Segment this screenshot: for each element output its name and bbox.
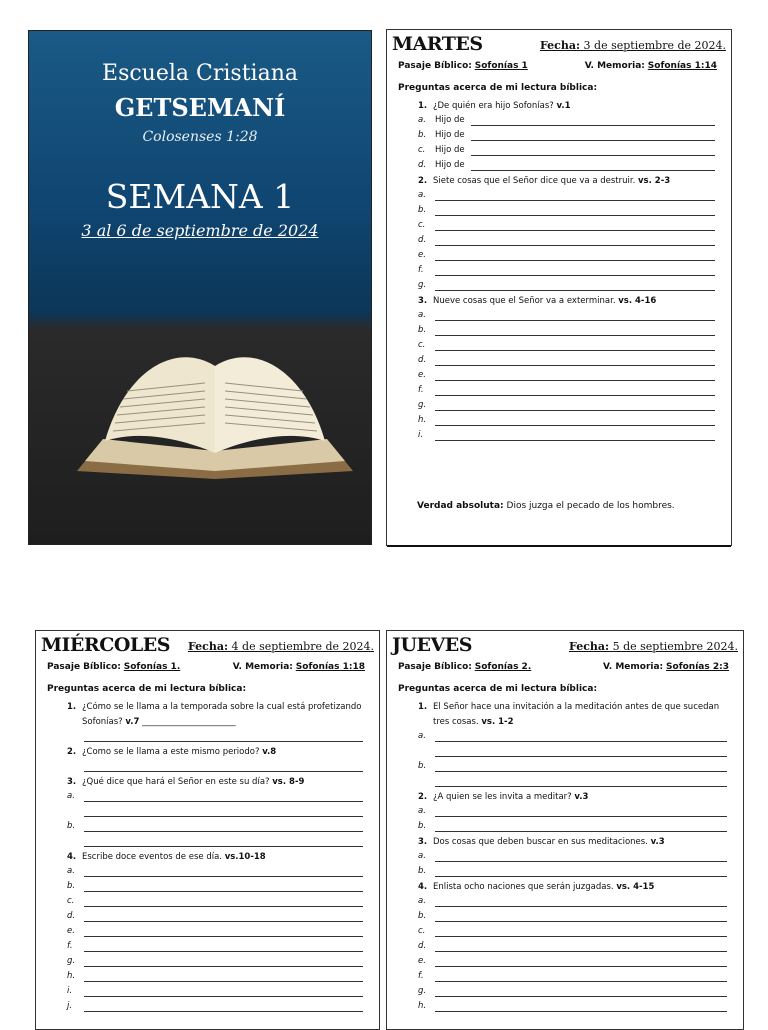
jueves-day-title: JUEVES xyxy=(392,634,472,656)
answer-letter: a. xyxy=(418,806,426,816)
jueves-memoria-label: V. Memoria: xyxy=(602,662,664,672)
question-number: 3. xyxy=(67,777,77,787)
answer-line[interactable] xyxy=(387,745,743,760)
cover-week: SEMANA 1 xyxy=(105,177,295,216)
answer-line[interactable] xyxy=(387,339,731,354)
question-text: ¿Qué dice que hará el Señor en este su día? xyxy=(82,777,270,787)
martes-date-label: Fecha: xyxy=(539,39,581,52)
jueves-date-label: Fecha: xyxy=(568,640,610,653)
answer-line[interactable] xyxy=(387,805,743,820)
jueves-date xyxy=(569,640,738,653)
answer-letter: b. xyxy=(418,130,427,140)
answer-letter: d. xyxy=(418,941,427,951)
miercoles-date-value: 4 de septiembre de 2024. xyxy=(231,640,374,653)
miercoles-question-4 xyxy=(36,850,379,865)
answer-line[interactable] xyxy=(36,910,379,925)
miercoles-memoria-value: Sofonías 1:18 xyxy=(295,662,365,672)
answer-letter: e. xyxy=(418,956,426,966)
question-ref: v.8 xyxy=(262,747,277,757)
answer-line[interactable] xyxy=(387,414,731,429)
answer-letter: b. xyxy=(418,761,427,771)
answer-letter: b. xyxy=(418,325,427,335)
question-ref: v.3 xyxy=(650,837,665,847)
jueves-pasaje-value: Sofonías 2. xyxy=(474,662,532,672)
answer-line[interactable] xyxy=(387,1000,743,1015)
martes-day-title: MARTES xyxy=(392,33,483,55)
answer-letter: d. xyxy=(418,160,427,170)
answer-line[interactable] xyxy=(387,925,743,940)
question-ref: vs. 4-15 xyxy=(616,882,655,892)
question-ref: vs. 2-3 xyxy=(638,176,671,186)
answer-letter: h. xyxy=(67,971,76,981)
answer-line[interactable] xyxy=(36,955,379,970)
answer-line[interactable] xyxy=(387,865,743,880)
cover-verse: Colosenses 1:28 xyxy=(142,129,258,145)
answer-line[interactable] xyxy=(36,820,379,835)
answer-letter: c. xyxy=(418,220,426,230)
answer-line[interactable] xyxy=(36,790,379,805)
answer-line[interactable] xyxy=(387,114,731,129)
answer-letter: a. xyxy=(418,896,426,906)
question-text: ¿Como se le llama a este mismo periodo? xyxy=(82,747,260,757)
answer-letter: h. xyxy=(418,1001,427,1011)
answer-letter: f. xyxy=(418,265,424,275)
answer-line[interactable] xyxy=(36,1000,379,1015)
question-text: Siete cosas que el Señor dice que va a destruir. xyxy=(433,176,636,186)
miercoles-pasaje-label: Pasaje Bíblico: xyxy=(47,662,121,672)
answer-letter: d. xyxy=(418,355,427,365)
question-ref: v.1 xyxy=(556,101,571,111)
answer-letter: b. xyxy=(418,866,427,876)
answer-line[interactable] xyxy=(387,399,731,414)
martes-memoria xyxy=(585,61,717,71)
answer-line[interactable] xyxy=(36,805,379,820)
jueves-question-4 xyxy=(387,880,743,895)
cover-school-name: GETSEMANÍ xyxy=(114,93,286,122)
answer-line[interactable] xyxy=(387,279,731,294)
martes-pasaje-value: Sofonías 1 xyxy=(474,61,528,71)
question-number: 3. xyxy=(418,837,428,847)
answer-line[interactable] xyxy=(387,219,731,234)
jueves-sheet xyxy=(386,630,744,1030)
answer-letter: j. xyxy=(67,1001,73,1011)
miercoles-date-label: Fecha: xyxy=(187,640,229,653)
answer-line[interactable] xyxy=(387,850,743,865)
truth-label: Verdad absoluta: xyxy=(417,501,504,511)
martes-prompt: Preguntas acerca de mi lectura bíblica: xyxy=(398,83,598,93)
answer-prefix: Hijo de xyxy=(435,115,465,125)
miercoles-memoria-label: V. Memoria: xyxy=(232,662,293,672)
answer-letter: f. xyxy=(418,385,424,395)
martes-question-2 xyxy=(387,174,731,189)
question-text: ¿A quien se les invita a meditar? xyxy=(433,792,572,802)
answer-letter: a. xyxy=(418,731,426,741)
answer-line[interactable] xyxy=(36,760,379,775)
question-text: Escribe doce eventos de ese día. xyxy=(82,852,222,862)
answer-line[interactable] xyxy=(36,730,379,745)
question-ref: vs. 1-2 xyxy=(481,717,514,727)
martes-memoria-value: Sofonías 1:14 xyxy=(647,61,717,71)
jueves-pasaje xyxy=(398,662,531,672)
miercoles-pasaje-value: Sofonías 1. xyxy=(123,662,181,672)
miercoles-date xyxy=(188,640,374,653)
answer-line[interactable] xyxy=(387,820,743,835)
martes-question-1 xyxy=(387,99,731,114)
question-text: Dos cosas que deben buscar en sus meditaciones. xyxy=(433,837,648,847)
answer-line[interactable] xyxy=(387,760,743,775)
jueves-memoria-value: Sofonías 2:3 xyxy=(666,662,729,672)
jueves-memoria xyxy=(603,662,729,672)
answer-letter: a. xyxy=(67,866,75,876)
jueves-question-2 xyxy=(387,790,743,805)
miercoles-sheet xyxy=(35,630,380,1030)
answer-line[interactable] xyxy=(387,429,731,444)
question-ref: vs. 4-16 xyxy=(618,296,657,306)
miercoles-pasaje xyxy=(47,662,180,672)
open-bible-icon xyxy=(65,321,365,481)
answer-line[interactable] xyxy=(387,249,731,264)
jueves-question-3 xyxy=(387,835,743,850)
answer-prefix: Hijo de xyxy=(435,130,465,140)
answer-line[interactable] xyxy=(36,835,379,850)
answer-line[interactable] xyxy=(36,970,379,985)
answer-letter: i. xyxy=(418,430,424,440)
question-number: 2. xyxy=(418,792,428,802)
answer-line[interactable] xyxy=(387,264,731,279)
question-text: ¿Cómo se le llama a la temporada sobre la cual está profetizando Sofonías? xyxy=(82,702,362,727)
answer-letter: g. xyxy=(418,986,427,996)
miercoles-memoria xyxy=(233,662,365,672)
martes-truth xyxy=(417,501,675,511)
question-ref: v.7 xyxy=(125,717,140,727)
answer-line[interactable] xyxy=(387,204,731,219)
answer-line[interactable] xyxy=(387,910,743,925)
question-number: 2. xyxy=(67,747,77,757)
answer-line[interactable] xyxy=(387,730,743,745)
miercoles-question-3 xyxy=(36,775,379,790)
answer-letter: g. xyxy=(67,956,76,966)
question-number: 1. xyxy=(418,702,428,712)
martes-pasaje xyxy=(398,61,528,71)
answer-line[interactable] xyxy=(387,940,743,955)
question-number: 2. xyxy=(418,176,428,186)
answer-line[interactable] xyxy=(387,970,743,985)
answer-letter: b. xyxy=(418,821,427,831)
answer-letter: c. xyxy=(418,926,426,936)
answer-line[interactable] xyxy=(36,985,379,1000)
answer-letter: g. xyxy=(418,280,427,290)
cover-panel xyxy=(28,30,372,545)
answer-letter: a. xyxy=(418,190,426,200)
answer-line[interactable] xyxy=(387,955,743,970)
answer-letter: c. xyxy=(418,340,426,350)
answer-line[interactable] xyxy=(36,925,379,940)
jueves-pasaje-label: Pasaje Bíblico: xyxy=(398,662,472,672)
miercoles-day-title: MIÉRCOLES xyxy=(41,634,170,656)
answer-letter: b. xyxy=(418,205,427,215)
jueves-date-value: 5 de septiembre 2024. xyxy=(612,640,738,653)
martes-memoria-label: V. Memoria: xyxy=(584,61,645,71)
answer-letter: a. xyxy=(418,310,426,320)
question-ref: v.3 xyxy=(574,792,589,802)
miercoles-question-1: 1. ¿Cómo se le llama a la temporada sobre la cual está profetizando Sofonías? v.7 ______________________ xyxy=(67,702,362,727)
answer-line[interactable] xyxy=(387,144,731,159)
answer-line[interactable] xyxy=(36,895,379,910)
answer-letter: b. xyxy=(418,911,427,921)
answer-letter: e. xyxy=(67,926,75,936)
question-ref: vs. 8-9 xyxy=(272,777,305,787)
answer-letter: i. xyxy=(67,986,73,996)
question-number: 1. xyxy=(418,101,428,111)
answer-line[interactable] xyxy=(36,940,379,955)
answer-line[interactable] xyxy=(387,775,743,790)
answer-letter: g. xyxy=(418,400,427,410)
answer-line[interactable] xyxy=(387,354,731,369)
answer-line[interactable] xyxy=(387,985,743,1000)
question-number: 1. xyxy=(67,702,77,712)
martes-pasaje-label: Pasaje Bíblico: xyxy=(398,61,472,71)
answer-letter: c. xyxy=(67,896,75,906)
answer-letter: a. xyxy=(418,115,426,125)
answer-letter: b. xyxy=(67,821,76,831)
cover-dates: 3 al 6 de septiembre de 2024 xyxy=(81,221,319,240)
answer-line[interactable] xyxy=(387,189,731,204)
martes-question-3 xyxy=(387,294,731,309)
answer-line[interactable] xyxy=(36,865,379,880)
martes-sheet xyxy=(386,29,732,546)
answer-letter: e. xyxy=(418,370,426,380)
answer-prefix: Hijo de xyxy=(435,145,465,155)
answer-letter: b. xyxy=(67,881,76,891)
question-number: 4. xyxy=(67,852,77,862)
answer-letter: d. xyxy=(418,235,427,245)
answer-letter: f. xyxy=(418,971,424,981)
answer-line[interactable] xyxy=(387,384,731,399)
cover-school: Escuela Cristiana xyxy=(102,61,298,86)
martes-date xyxy=(540,39,726,52)
question-text: Enlista ocho naciones que serán juzgadas. xyxy=(433,882,614,892)
question-text: ¿De quién era hijo Sofonías? xyxy=(433,101,554,111)
question-text: El Señor hace una invitación a la meditación antes de que sucedan tres cosas. xyxy=(433,702,720,727)
miercoles-prompt: Preguntas acerca de mi lectura bíblica: xyxy=(47,684,247,694)
answer-letter: a. xyxy=(418,851,426,861)
answer-line[interactable] xyxy=(36,880,379,895)
answer-letter: d. xyxy=(67,911,76,921)
answer-letter: a. xyxy=(67,791,75,801)
answer-line[interactable] xyxy=(387,369,731,384)
jueves-prompt: Preguntas acerca de mi lectura bíblica: xyxy=(398,684,598,694)
answer-letter: f. xyxy=(67,941,73,951)
question-ref: vs.10-18 xyxy=(224,852,266,862)
answer-line[interactable] xyxy=(387,234,731,249)
jueves-question-1 xyxy=(387,700,743,730)
question-text: Nueve cosas que el Señor va a exterminar. xyxy=(433,296,616,306)
question-number: 3. xyxy=(418,296,428,306)
question-number: 4. xyxy=(418,882,428,892)
answer-line[interactable] xyxy=(387,895,743,910)
answer-letter: c. xyxy=(418,145,426,155)
answer-prefix: Hijo de xyxy=(435,160,465,170)
miercoles-question-2 xyxy=(36,745,379,760)
answer-letter: h. xyxy=(418,415,427,425)
answer-line[interactable] xyxy=(387,324,731,339)
answer-line[interactable] xyxy=(387,309,731,324)
martes-date-value: 3 de septiembre de 2024. xyxy=(583,39,726,52)
answer-line[interactable] xyxy=(387,129,731,144)
answer-letter: e. xyxy=(418,250,426,260)
answer-line[interactable] xyxy=(387,159,731,174)
truth-text: Dios juzga el pecado de los hombres. xyxy=(506,501,675,511)
